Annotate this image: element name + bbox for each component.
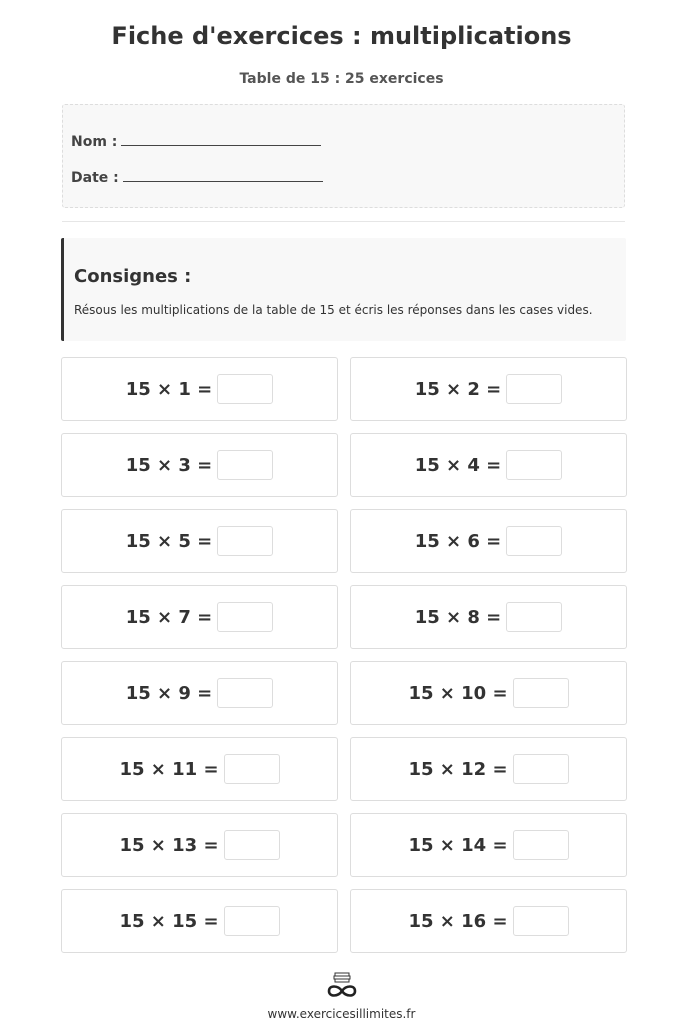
answer-box[interactable]: [506, 374, 562, 404]
exercise-cell: [61, 889, 338, 953]
name-field[interactable]: [71, 132, 321, 151]
answer-box[interactable]: [506, 602, 562, 632]
exercise-cell: [350, 509, 627, 573]
exercise-cell: [61, 357, 338, 421]
instructions-text: Résous les multiplications de la table de 15 et écris les réponses dans les cases vides.: [74, 303, 593, 317]
exercise-cell: [61, 585, 338, 649]
exercise-expression: 15 × 15 =: [119, 910, 219, 932]
instructions-title: Consignes :: [74, 266, 192, 287]
page-title: Fiche d'exercices : multiplications: [111, 22, 572, 50]
page-subtitle: Table de 15 : 25 exercices: [239, 71, 444, 87]
exercise-expression: 15 × 8 =: [414, 606, 502, 628]
date-blank-line[interactable]: [123, 168, 323, 182]
exercise-cell: [61, 433, 338, 497]
instructions-box: [61, 238, 626, 341]
exercise-expression: 15 × 11 =: [119, 758, 219, 780]
infinity-books-icon: [325, 971, 359, 999]
exercise-cell: [350, 357, 627, 421]
exercise-expression: 15 × 1 =: [125, 378, 213, 400]
exercise-cell: [350, 737, 627, 801]
divider: [62, 221, 625, 222]
exercise-expression: 15 × 10 =: [408, 682, 508, 704]
exercise-cell: [350, 889, 627, 953]
exercise-cell: [350, 661, 627, 725]
exercise-cell: [61, 813, 338, 877]
exercise-cell: [61, 737, 338, 801]
answer-box[interactable]: [513, 906, 569, 936]
exercise-expression: 15 × 4 =: [414, 454, 502, 476]
exercise-expression: 15 × 6 =: [414, 530, 502, 552]
answer-box[interactable]: [506, 526, 562, 556]
answer-box[interactable]: [217, 678, 273, 708]
answer-box[interactable]: [217, 450, 273, 480]
answer-box[interactable]: [513, 830, 569, 860]
exercise-cell: [61, 509, 338, 573]
exercise-expression: 15 × 14 =: [408, 834, 508, 856]
exercise-expression: 15 × 2 =: [414, 378, 502, 400]
exercise-expression: 15 × 16 =: [408, 910, 508, 932]
exercise-cell: [61, 661, 338, 725]
exercise-expression: 15 × 9 =: [125, 682, 213, 704]
exercise-expression: 15 × 3 =: [125, 454, 213, 476]
date-field[interactable]: [71, 168, 323, 187]
exercise-cell: [350, 813, 627, 877]
date-label: Date :: [71, 170, 119, 186]
exercise-expression: 15 × 5 =: [125, 530, 213, 552]
exercise-expression: 15 × 7 =: [125, 606, 213, 628]
student-info-box: [62, 104, 625, 208]
answer-box[interactable]: [224, 830, 280, 860]
answer-box[interactable]: [217, 602, 273, 632]
name-label: Nom :: [71, 134, 118, 150]
answer-box[interactable]: [224, 754, 280, 784]
exercise-expression: 15 × 12 =: [408, 758, 508, 780]
answer-box[interactable]: [513, 754, 569, 784]
answer-box[interactable]: [217, 526, 273, 556]
exercise-cell: [350, 585, 627, 649]
name-blank-line[interactable]: [121, 132, 321, 146]
exercise-expression: 15 × 13 =: [119, 834, 219, 856]
answer-box[interactable]: [217, 374, 273, 404]
answer-box[interactable]: [513, 678, 569, 708]
exercise-cell: [350, 433, 627, 497]
footer-url[interactable]: www.exercicesillimites.fr: [267, 1007, 416, 1021]
answer-box[interactable]: [506, 450, 562, 480]
answer-box[interactable]: [224, 906, 280, 936]
